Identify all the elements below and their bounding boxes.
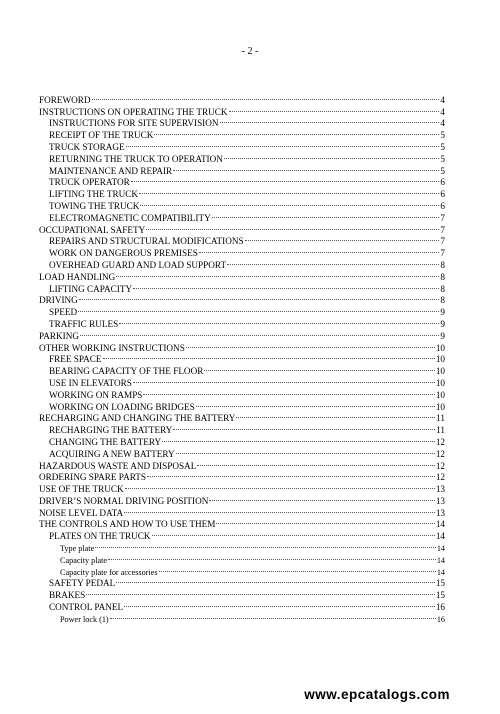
toc-entry-title: REPAIRS AND STRUCTURAL MODIFICATIONS [49,236,244,247]
toc-entry-page: 11 [436,425,445,436]
toc-entry-page: 9 [440,307,445,318]
toc-entry-page: 13 [435,484,445,495]
toc-entry-page: 13 [435,507,445,518]
toc-entry-title: DRIVER’S NORMAL DRIVING POSITION [39,495,209,506]
table-of-contents [39,90,445,624]
toc-entry-title: INSTRUCTIONS ON OPERATING THE TRUCK [39,106,228,117]
toc-entry-title: SAFETY PEDAL [49,578,116,589]
toc-entry-title: Power lock (1) [60,614,109,624]
toc-entry-title: LIFTING CAPACITY [49,283,133,294]
toc-entry-page: 9 [440,330,445,341]
toc-entry-page: 5 [440,130,445,141]
toc-entry-title: PLATES ON THE TRUCK [49,531,151,542]
toc-entry-title: RECEIPT OF THE TRUCK [49,130,154,141]
toc-entry-title: Capacity plate [60,555,108,565]
toc-entry-title: WORKING ON LOADING BRIDGES [49,401,195,412]
toc-entry-title: OTHER WORKING INSTRUCTIONS [39,342,185,353]
toc-entry-title: HAZARDOUS WASTE AND DISPOSAL [39,460,197,471]
toc-entry-page: 4 [440,94,445,105]
toc-entry-page: 16 [436,614,445,624]
toc-entry-title: SPEED [49,307,78,318]
toc-entry-page: 8 [440,283,445,294]
toc-entry-page: 14 [435,531,445,542]
toc-entry-page: 14 [435,519,445,530]
toc-entry-title: FREE SPACE [49,354,102,365]
toc-entry-page: 14 [436,567,445,577]
toc-entry-page: 7 [440,212,445,223]
toc-entry-title: CHANGING THE BATTERY [49,436,162,447]
toc-entry-page: 10 [435,401,445,412]
toc-entry-title: Capacity plate for accessories [60,567,158,577]
toc-entry-page: 16 [435,602,445,613]
toc-entry-title: ELECTROMAGNETIC COMPATIBILITY [49,212,211,223]
toc-entry-title: NOISE LEVEL DATA [39,507,124,518]
toc-entry-title: FOREWORD [39,94,91,105]
toc-entry-page: 9 [440,318,445,329]
toc-entry-page: 6 [440,189,445,200]
toc-entry-title: THE CONTROLS AND HOW TO USE THEM [39,519,216,530]
toc-entry-title: WORK ON DANGEROUS PREMISES [49,248,198,259]
toc-entry-page: 15 [435,590,445,601]
page-number: - 2 - [241,46,259,57]
toc-entry-page: 8 [440,259,445,270]
toc-entry-page: 14 [436,544,445,554]
toc-entry-title: OCCUPATIONAL SAFETY [39,224,146,235]
toc-entry-page: 10 [435,366,445,377]
toc-entry-title: ACQUIRING A NEW BATTERY [49,448,175,459]
toc-entry-page: 13 [435,495,445,506]
toc-entry-page: 15 [435,578,445,589]
toc-entry-page: 14 [436,555,445,565]
toc-entry-title: PARKING [39,330,79,341]
toc-entry-title: TRUCK STORAGE [49,141,125,152]
toc-entry-title: LIFTING THE TRUCK [49,189,138,200]
toc-entry-title: USE OF THE TRUCK [39,484,124,495]
toc-entry-page: 7 [440,248,445,259]
toc-entry-title: CONTROL PANEL [49,602,124,613]
toc-entry-page: 7 [440,224,445,235]
watermark-url: www.epcatalogs.com [304,687,450,702]
toc-entry-page: 10 [435,377,445,388]
toc-entry-title: Type plate [60,544,95,554]
toc-entry-title: TOWING THE TRUCK [49,200,140,211]
toc-entry-page: 6 [440,200,445,211]
toc-entry-page: 5 [440,153,445,164]
toc-entry-title: RECHARGING THE BATTERY [49,425,173,436]
toc-entry-page: 12 [435,460,445,471]
toc-entry-title: DRIVING [39,295,78,306]
toc-entry-page: 8 [440,271,445,282]
toc-entry-title: WORKING ON RAMPS [49,389,143,400]
toc-entry-page: 5 [440,165,445,176]
toc-entry-title: RETURNING THE TRUCK TO OPERATION [49,153,223,164]
toc-entry-title: TRUCK OPERATOR [49,177,130,188]
toc-entry-page: 12 [435,448,445,459]
toc-entry-page: 10 [435,389,445,400]
toc-entry-page: 11 [436,413,445,424]
toc-entry-page: 10 [435,342,445,353]
toc-entry-page: 4 [440,118,445,129]
toc-entry-title: RECHARGING AND CHANGING THE BATTERY [39,413,236,424]
toc-entry-page: 5 [440,141,445,152]
toc-entry-title: LOAD HANDLING [39,271,116,282]
toc-entry-title: USE IN ELEVATORS [49,377,132,388]
toc-entry-title: BEARING CAPACITY OF THE FLOOR [49,366,204,377]
toc-entry-page: 8 [440,295,445,306]
toc-entry-page: 12 [435,472,445,483]
toc-entry-page: 4 [440,106,445,117]
toc-entry-title: TRAFFIC RULES [49,318,119,329]
toc-entry-page: 7 [440,236,445,247]
toc-entry-title: INSTRUCTIONS FOR SITE SUPERVISION [49,118,219,129]
toc-entry-title: BRAKES [49,590,86,601]
toc-entry-page: 12 [435,436,445,447]
toc-entry-page: 10 [435,354,445,365]
toc-entry-title: MAINTENANCE AND REPAIR [49,165,173,176]
dot-leader [110,606,436,619]
toc-entry-page: 6 [440,177,445,188]
toc-entry-title: OVERHEAD GUARD AND LOAD SUPPORT [49,259,227,270]
toc-entry-title: ORDERING SPARE PARTS [39,472,147,483]
